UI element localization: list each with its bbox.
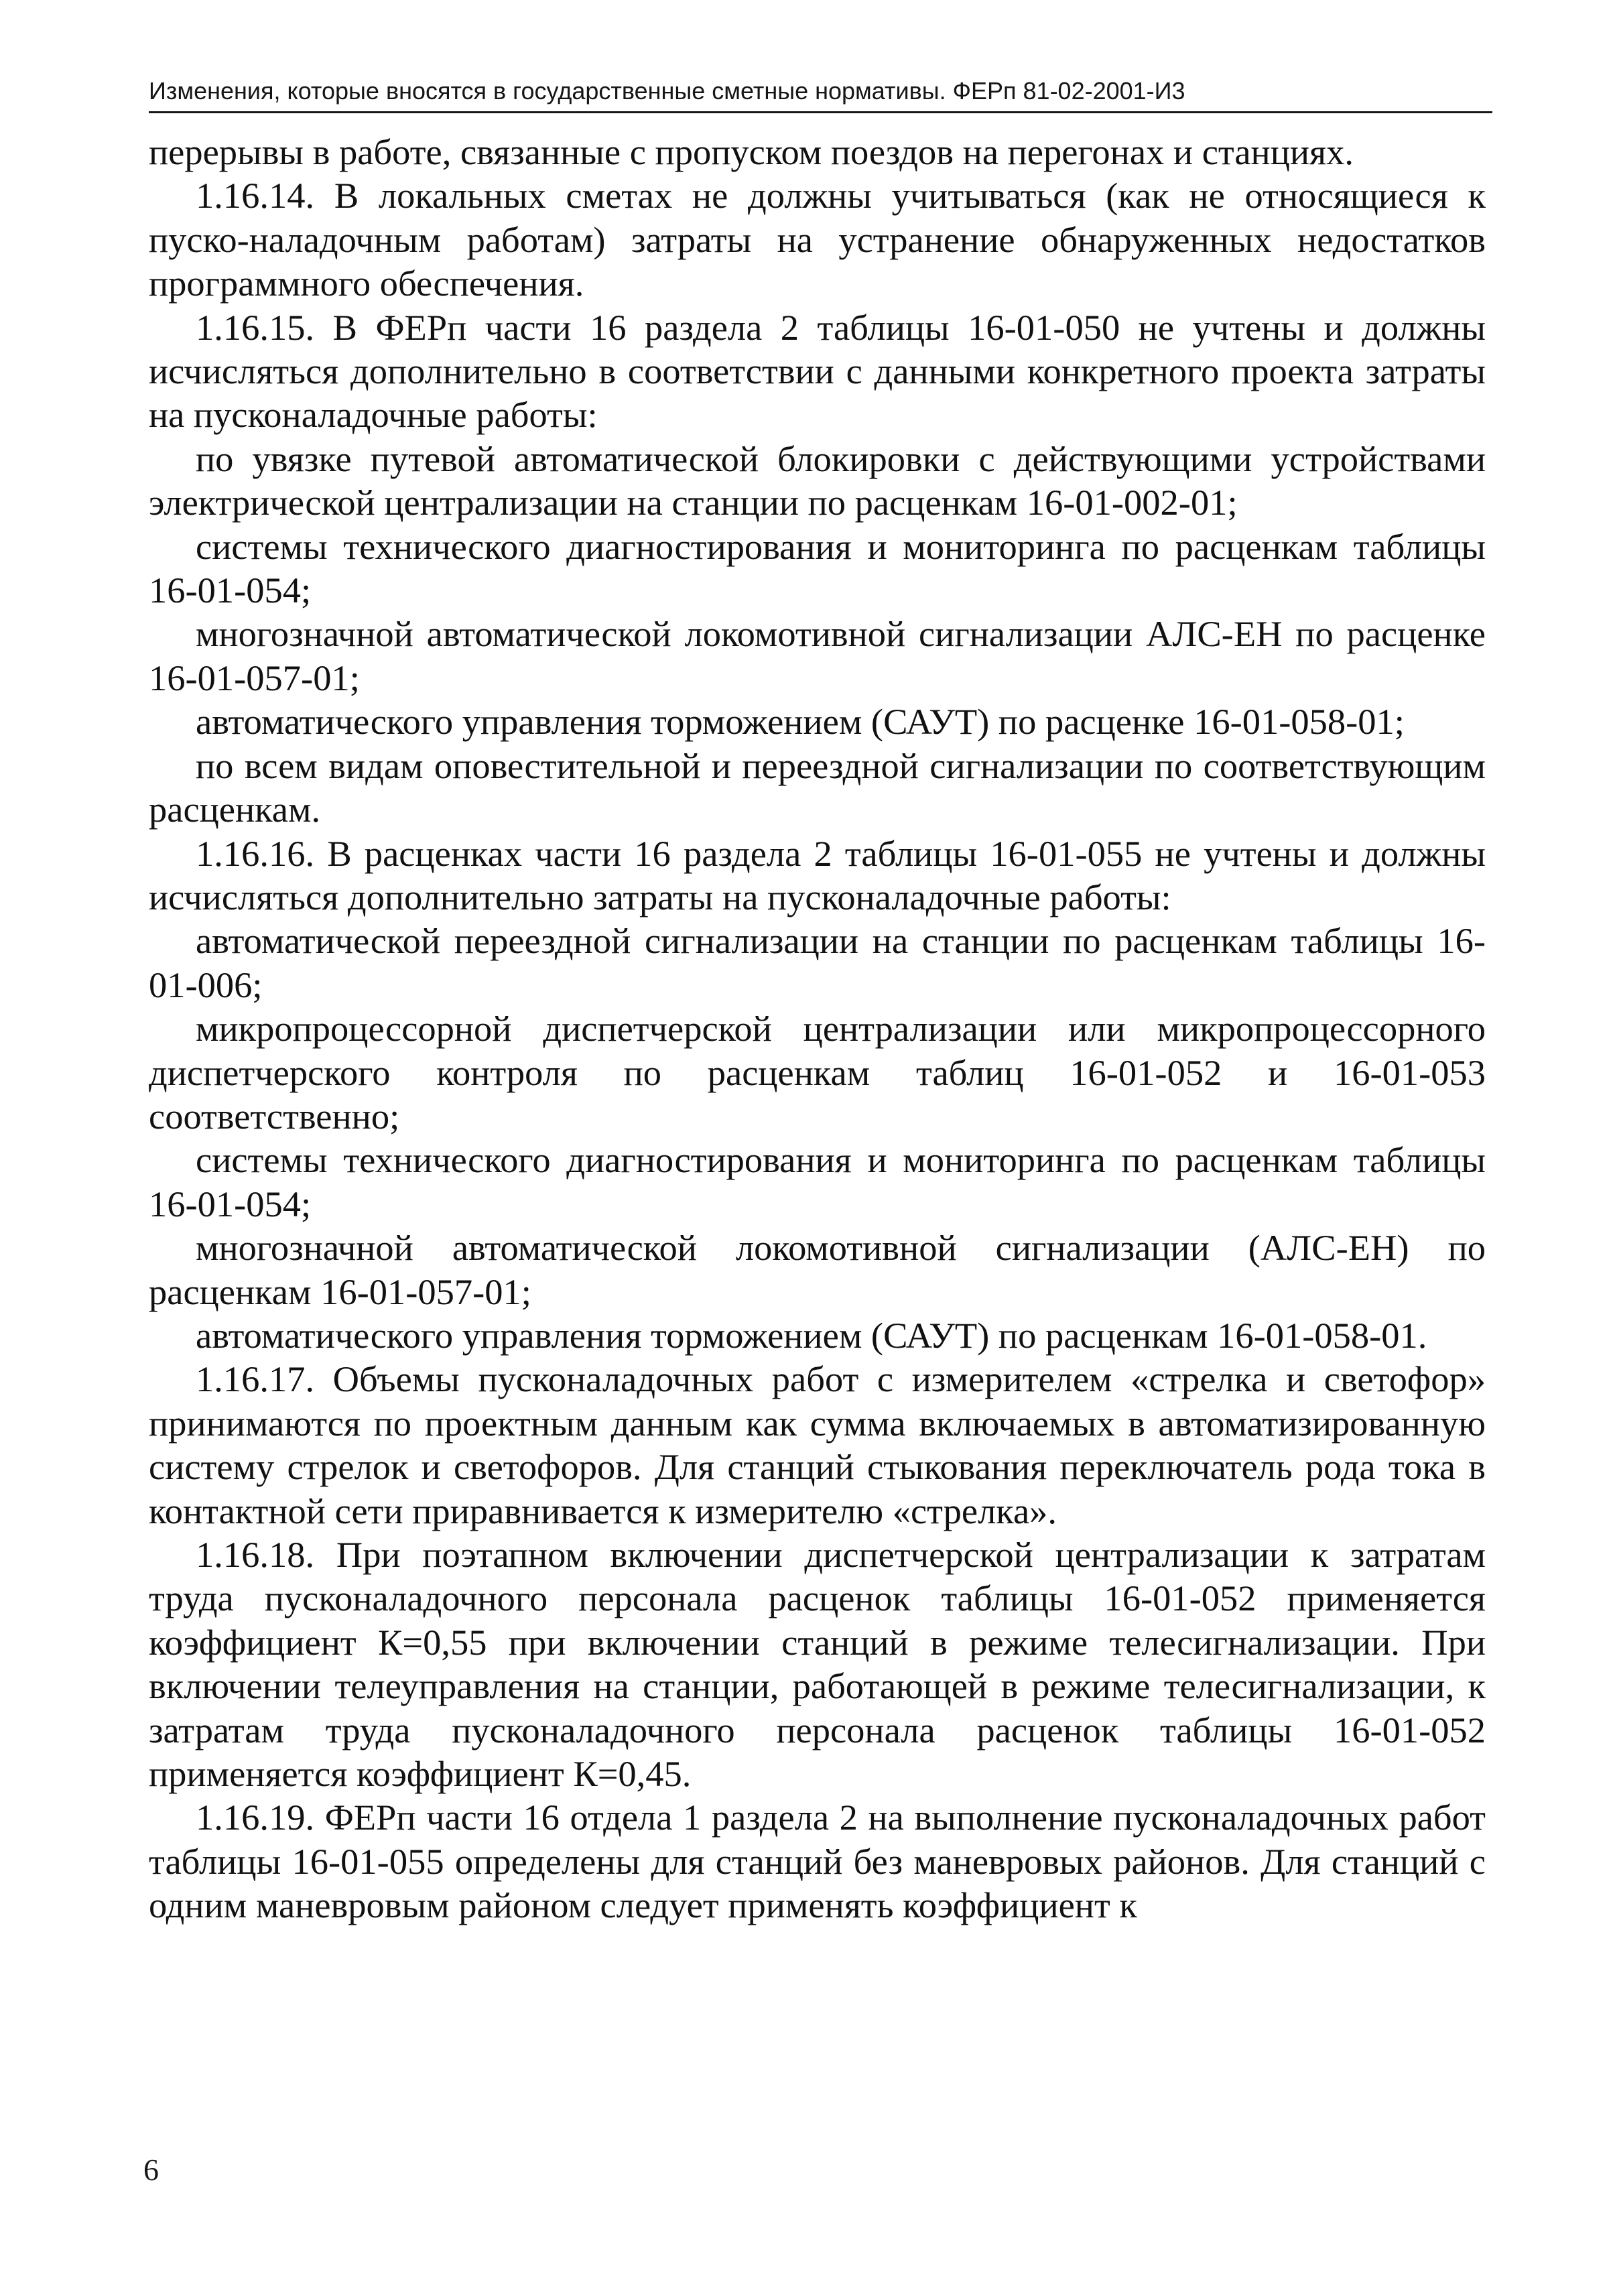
clause-1-16-15: 1.16.15. В ФЕРп части 16 раздела 2 таблицы 16-01-050 не учтены и должны исчисляться дополнительно в соответствии с данными конкретного проекта затраты на пусконаладочные работы: xyxy=(149,306,1486,436)
header-rule xyxy=(149,111,1492,113)
list-item: многозначной автоматической локомотивной сигнализации АЛС-ЕН по расценке 16-01-057-01; xyxy=(149,613,1486,698)
running-header: Изменения, которые вносятся в государственные сметные нормативы. ФЕРп 81-02-2001-И3 xyxy=(149,77,1185,105)
list-item: системы технического диагностирования и мониторинга по расценкам таблицы 16-01-054; xyxy=(149,1139,1486,1224)
clause-1-16-18: 1.16.18. При поэтапном включении диспетчерской централизации к затратам труда пусконаладочного персонала расценок таблицы 16-01-052 применяется коэффициент К=0,55 при включении станций в режиме телесигнализации. При включении телеуправления на станции, работающей в режиме телесигнализации, к затратам труда пусконаладочного персонала расценок таблицы 16-01-052 применяется коэффициент К=0,45. xyxy=(149,1534,1486,1795)
list-item: по увязке путевой автоматической блокировки с действующими устройствами электрической централизации на станции по расценкам 16-01-002-01; xyxy=(149,438,1486,523)
page-number: 6 xyxy=(143,2153,159,2187)
clause-1-16-19: 1.16.19. ФЕРп части 16 отдела 1 раздела 2 на выполнение пусконаладочных работ таблицы 16-01-055 определены для станций без маневровых районов. Для станций с одним маневровым районом следует применять коэффициент к xyxy=(149,1797,1486,1926)
list-item: многозначной автоматической локомотивной сигнализации (АЛС-ЕН) по расценкам 16-01-057-01; xyxy=(149,1227,1486,1312)
list-item: автоматической переездной сигнализации на станции по расценкам таблицы 16-01-006; xyxy=(149,920,1486,1005)
clause-1-16-14: 1.16.14. В локальных сметах не должны учитываться (как не относящиеся к пуско-наладочным работам) затраты на устранение обнаруженных недостатков программного обеспечения. xyxy=(149,175,1486,304)
clause-1-16-17: 1.16.17. Объемы пусконаладочных работ с измерителем «стрелка и светофор» принимаются по проектным данным как сумма включаемых в автоматизированную систему стрелок и светофоров. Для станций стыкования переключатель рода тока в контактной сети приравнивается к измерителю «стрелка». xyxy=(149,1358,1486,1531)
list-item: по всем видам оповестительной и переездной сигнализации по соответствующим расценкам. xyxy=(149,745,1486,830)
paragraph-continuation: перерывы в работе, связанные с пропуском поездов на перегонах и станциях. xyxy=(149,131,1354,172)
list-item: системы технического диагностирования и мониторинга по расценкам таблицы 16-01-054; xyxy=(149,525,1486,611)
clause-1-16-16: 1.16.16. В расценках части 16 раздела 2 таблицы 16-01-055 не учтены и должны исчисляться дополнительно затраты на пусконаладочные работы: xyxy=(149,832,1486,917)
list-item: автоматического управления торможением (САУТ) по расценкам 16-01-058-01. xyxy=(196,1314,1427,1356)
list-item: автоматического управления торможением (САУТ) по расценке 16-01-058-01; xyxy=(196,701,1405,743)
list-item: микропроцессорной диспетчерской централизации или микропроцессорного диспетчерского контроля по расценкам таблиц 16-01-052 и 16-01-053 соответственно; xyxy=(149,1008,1486,1137)
document-body xyxy=(149,130,1486,1927)
